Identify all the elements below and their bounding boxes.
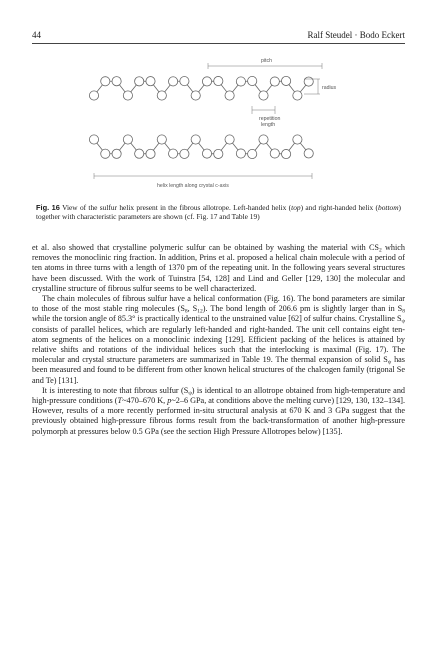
- sulfur-atom: [202, 77, 211, 86]
- figure-caption: [36, 203, 401, 222]
- sulfur-atom: [169, 77, 178, 86]
- sulfur-atom: [259, 135, 268, 144]
- sulfur-atom: [112, 149, 121, 158]
- sulfur-atom: [101, 149, 110, 158]
- figure-number: Fig. 16: [36, 203, 60, 212]
- pitch-label: pitch: [261, 58, 272, 64]
- sulfur-atom: [180, 149, 189, 158]
- repetition-label-line1: repetition: [259, 116, 281, 122]
- repetition-dimension: [252, 106, 275, 114]
- sulfur-atom: [304, 149, 313, 158]
- sulfur-atom: [123, 135, 132, 144]
- sulfur-atom: [112, 77, 121, 86]
- left-handed-helix: [89, 76, 313, 100]
- sulfur-atom: [101, 77, 110, 86]
- caption-italic: top: [291, 203, 301, 212]
- sulfur-atom: [259, 91, 268, 100]
- axis-dimension: [94, 173, 312, 179]
- right-handed-helix: [89, 135, 313, 159]
- sulfur-atom: [214, 76, 223, 85]
- header-rule: [32, 43, 405, 44]
- sulfur-atom: [89, 135, 98, 144]
- caption-italic: bottom: [378, 203, 399, 212]
- caption-text: ) together with characteristic parameters are shown (cf. Fig. 17 and Table 19): [36, 203, 402, 222]
- sulfur-atom: [282, 149, 291, 158]
- sulfur-atom: [248, 76, 257, 85]
- sulfur-atom: [89, 91, 98, 100]
- sulfur-atom: [157, 91, 166, 100]
- sulfur-atom: [146, 149, 155, 158]
- sulfur-atom: [135, 77, 144, 86]
- paragraph: The chain molecules of fibrous sulfur have a helical conformation (Fig. 16). The bond parameters are similar to those of the most stable ring molecules ($S_8$, $S_{12}$). The bond length of 206.6 pm is slightly larger than in $S_8$ while the torsion angle of 85.3° is practically identical to the unstrained value [62] of sulfur chains. Crystalline $S_\psi$ consists of parallel helices, which are regularly left-handed and right-handed. The unit cell contains eight ten-atom segments of the helices on a monoclinic indexing [129]. Efficient packing of the helices is attained by relative shifts and rotations of the individual helices such that the interlocking is maximal (Fig. 17). The molecular and crystal structure parameters are summarized in Table 19. The thermal expansion of solid $S_\psi$ has been measured and found to be different from other known helical structures of the chalcogen family (trigonal Se and Te) [131].: [32, 294, 405, 385]
- sulfur-atom: [248, 149, 257, 158]
- repetition-label-line2: length: [261, 122, 276, 128]
- caption-text: View of the sulfur helix present in the fibrous allotrope. Left-handed helix (: [59, 203, 292, 212]
- sulfur-atom: [282, 76, 291, 85]
- sulfur-atom: [270, 149, 279, 158]
- sulfur-atom: [146, 77, 155, 86]
- sulfur-atom: [191, 91, 200, 100]
- figure-16: [32, 52, 405, 197]
- running-header: [32, 30, 405, 44]
- sulfur-atom: [270, 77, 279, 86]
- paragraph: et al. also showed that crystalline polymeric sulfur can be obtained by washing the material with $CS_2$ which removes the monoclinic ring fraction. In addition, Prins et al. proposed a helical chain molecule with a period of ten atoms in three turns with a length of 1370 pm of the repeating unit. In the following years several structures have been discussed. With the work of Tuinstra [54, 128] and Lind and Geller [129, 130] the molecular and crystalline structure of fibrous sulfur seems to be well characterized.: [32, 243, 405, 293]
- paragraph: It is interesting to note that fibrous sulfur $(S_\psi)$ is identical to an allotrope obtained from high-temperature and high-pressure conditions (T~470–670 K, p~2–6 GPa, at conditions above the melting curve) [129, 130, 132–134]. However, results of a more recently performed in-situ structural analysis at 670 K and 3 GPa suggest that the previously obtained high-pressure fibrous forms result from the back-transformation of another high-pressure polymorph at pressures below 0.5 GPa (see the section High Pressure Allotropes below) [135].: [32, 385, 406, 436]
- body-text: [32, 243, 405, 437]
- caption-text: ) and right-handed helix (: [300, 203, 379, 212]
- sulfur-atom: [123, 91, 132, 100]
- axis-label: helix length along crystal c-axis: [157, 183, 229, 189]
- sulfur-atom: [225, 91, 234, 100]
- radius-label: radius: [322, 85, 337, 91]
- sulfur-atom: [180, 77, 189, 86]
- sulfur-atom: [135, 149, 144, 158]
- sulfur-atom: [293, 91, 302, 100]
- sulfur-atom: [304, 77, 313, 86]
- sulfur-atom: [202, 149, 211, 158]
- sulfur-atom: [214, 149, 223, 158]
- running-authors: Ralf Steudel · Bodo Eckert: [307, 30, 405, 40]
- sulfur-atom: [225, 135, 234, 144]
- sulfur-atom: [236, 149, 245, 158]
- sulfur-atom: [293, 135, 302, 144]
- sulfur-atom: [236, 77, 245, 86]
- sulfur-atom: [169, 149, 178, 158]
- sulfur-atom: [191, 135, 200, 144]
- page-number: 44: [32, 30, 41, 40]
- sulfur-atom: [157, 135, 166, 144]
- helix-diagram: [32, 52, 405, 197]
